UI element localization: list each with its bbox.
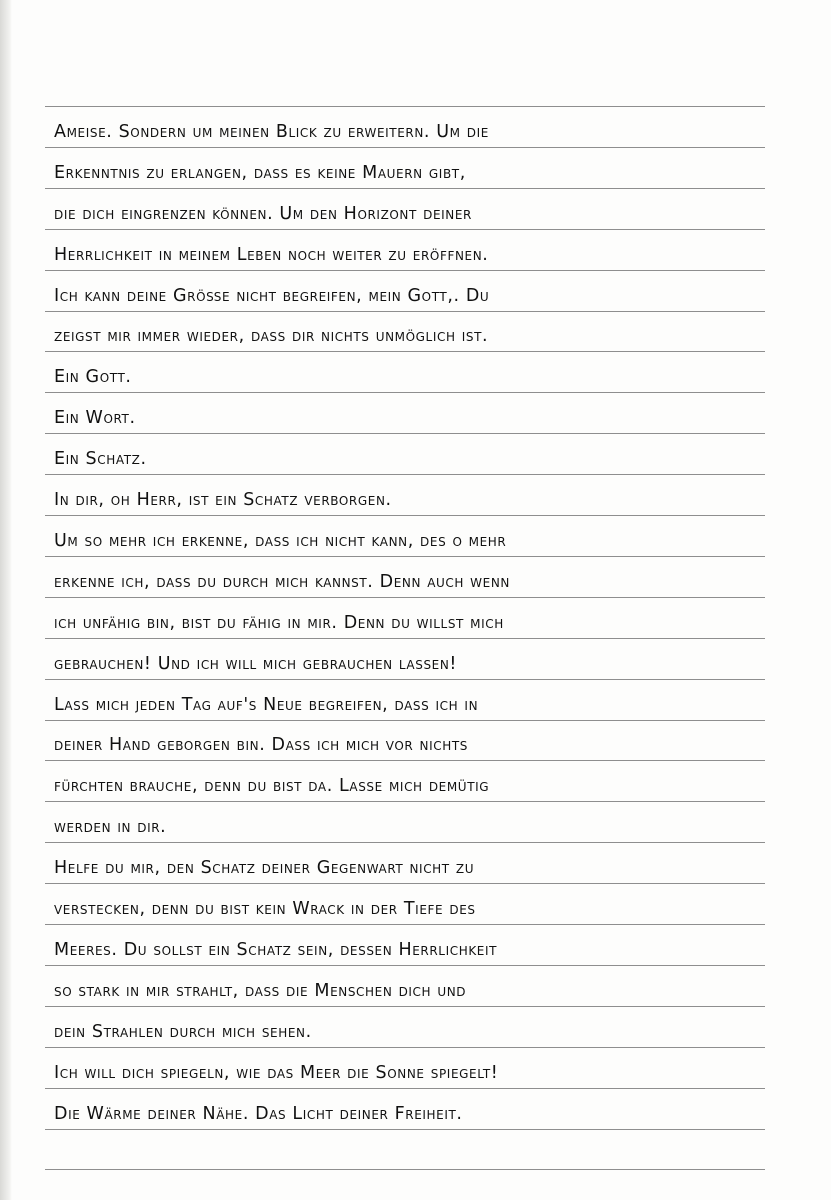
handwritten-line: werden in dir. — [54, 817, 167, 837]
ruled-line — [45, 1006, 765, 1007]
handwritten-line: Meeres. Du sollst ein Schatz sein, dessen Herrlichkeit — [54, 940, 498, 960]
ruled-line — [45, 720, 765, 721]
page-binding-edge — [0, 0, 12, 1200]
handwritten-line: ich unfähig bin, bist du fähig in mir. Denn du willst mich — [54, 613, 504, 633]
handwritten-line: Ein Schatz. — [54, 449, 147, 469]
handwritten-line: dein Strahlen durch mich sehen. — [54, 1022, 312, 1042]
ruled-line — [45, 965, 765, 966]
ruled-line — [45, 842, 765, 843]
ruled-line — [45, 474, 765, 475]
handwritten-line: Ameise. Sondern um meinen Blick zu erweitern. Um die — [54, 122, 489, 142]
handwritten-line: die dich eingrenzen können. Um den Horizont deiner — [54, 204, 472, 224]
handwritten-line: Lass mich jeden Tag auf's Neue begreifen, dass ich in — [54, 695, 479, 715]
ruled-line — [45, 392, 765, 393]
handwritten-line: Helfe du mir, den Schatz deiner Gegenwart nicht zu — [54, 858, 475, 878]
ruled-line — [45, 433, 765, 434]
ruled-line — [45, 924, 765, 925]
handwritten-line: Um so mehr ich erkenne, dass ich nicht kann, des o mehr — [54, 531, 507, 551]
ruled-line — [45, 1169, 765, 1170]
ruled-line — [45, 597, 765, 598]
ruled-line — [45, 1129, 765, 1130]
ruled-line — [45, 638, 765, 639]
handwritten-line: Die Wärme deiner Nähe. Das Licht deiner Freiheit. — [54, 1104, 463, 1124]
ruled-line — [45, 556, 765, 557]
ruled-line — [45, 760, 765, 761]
handwritten-line: zeigst mir immer wieder, dass dir nichts unmöglich ist. — [54, 326, 489, 346]
handwritten-line: Ich will dich spiegeln, wie das Meer die Sonne spiegelt! — [54, 1063, 499, 1083]
ruled-line — [45, 1088, 765, 1089]
ruled-line — [45, 515, 765, 516]
ruled-line — [45, 883, 765, 884]
ruled-line — [45, 147, 765, 148]
ruled-line — [45, 106, 765, 107]
handwritten-line: Ein Wort. — [54, 408, 136, 428]
handwritten-line: deiner Hand geborgen bin. Dass ich mich vor nichts — [54, 735, 468, 755]
handwritten-line: Ein Gott. — [54, 367, 132, 387]
handwritten-line: so stark in mir strahlt, dass die Menschen dich und — [54, 981, 467, 1001]
handwritten-line: fürchten brauche, denn du bist da. Lasse mich demütig — [54, 776, 490, 796]
handwritten-line: Ich kann deine Größe nicht begreifen, mein Gott,. Du — [54, 286, 490, 306]
handwritten-line: erkenne ich, dass du durch mich kannst. Denn auch wenn — [54, 572, 510, 592]
ruled-line — [45, 188, 765, 189]
ruled-line — [45, 311, 765, 312]
handwritten-line: In dir, oh Herr, ist ein Schatz verborgen. — [54, 490, 392, 510]
handwritten-line: gebrauchen! Und ich will mich gebrauchen lassen! — [54, 654, 458, 674]
handwritten-line: Herrlichkeit in meinem Leben noch weiter zu eröffnen. — [54, 245, 489, 265]
ruled-line — [45, 351, 765, 352]
ruled-line — [45, 270, 765, 271]
handwritten-line: verstecken, denn du bist kein Wrack in der Tiefe des — [54, 899, 476, 919]
handwritten-line: Erkenntnis zu erlangen, dass es keine Mauern gibt, — [54, 163, 466, 183]
ruled-line — [45, 801, 765, 802]
ruled-line — [45, 1047, 765, 1048]
ruled-line — [45, 229, 765, 230]
ruled-line — [45, 679, 765, 680]
